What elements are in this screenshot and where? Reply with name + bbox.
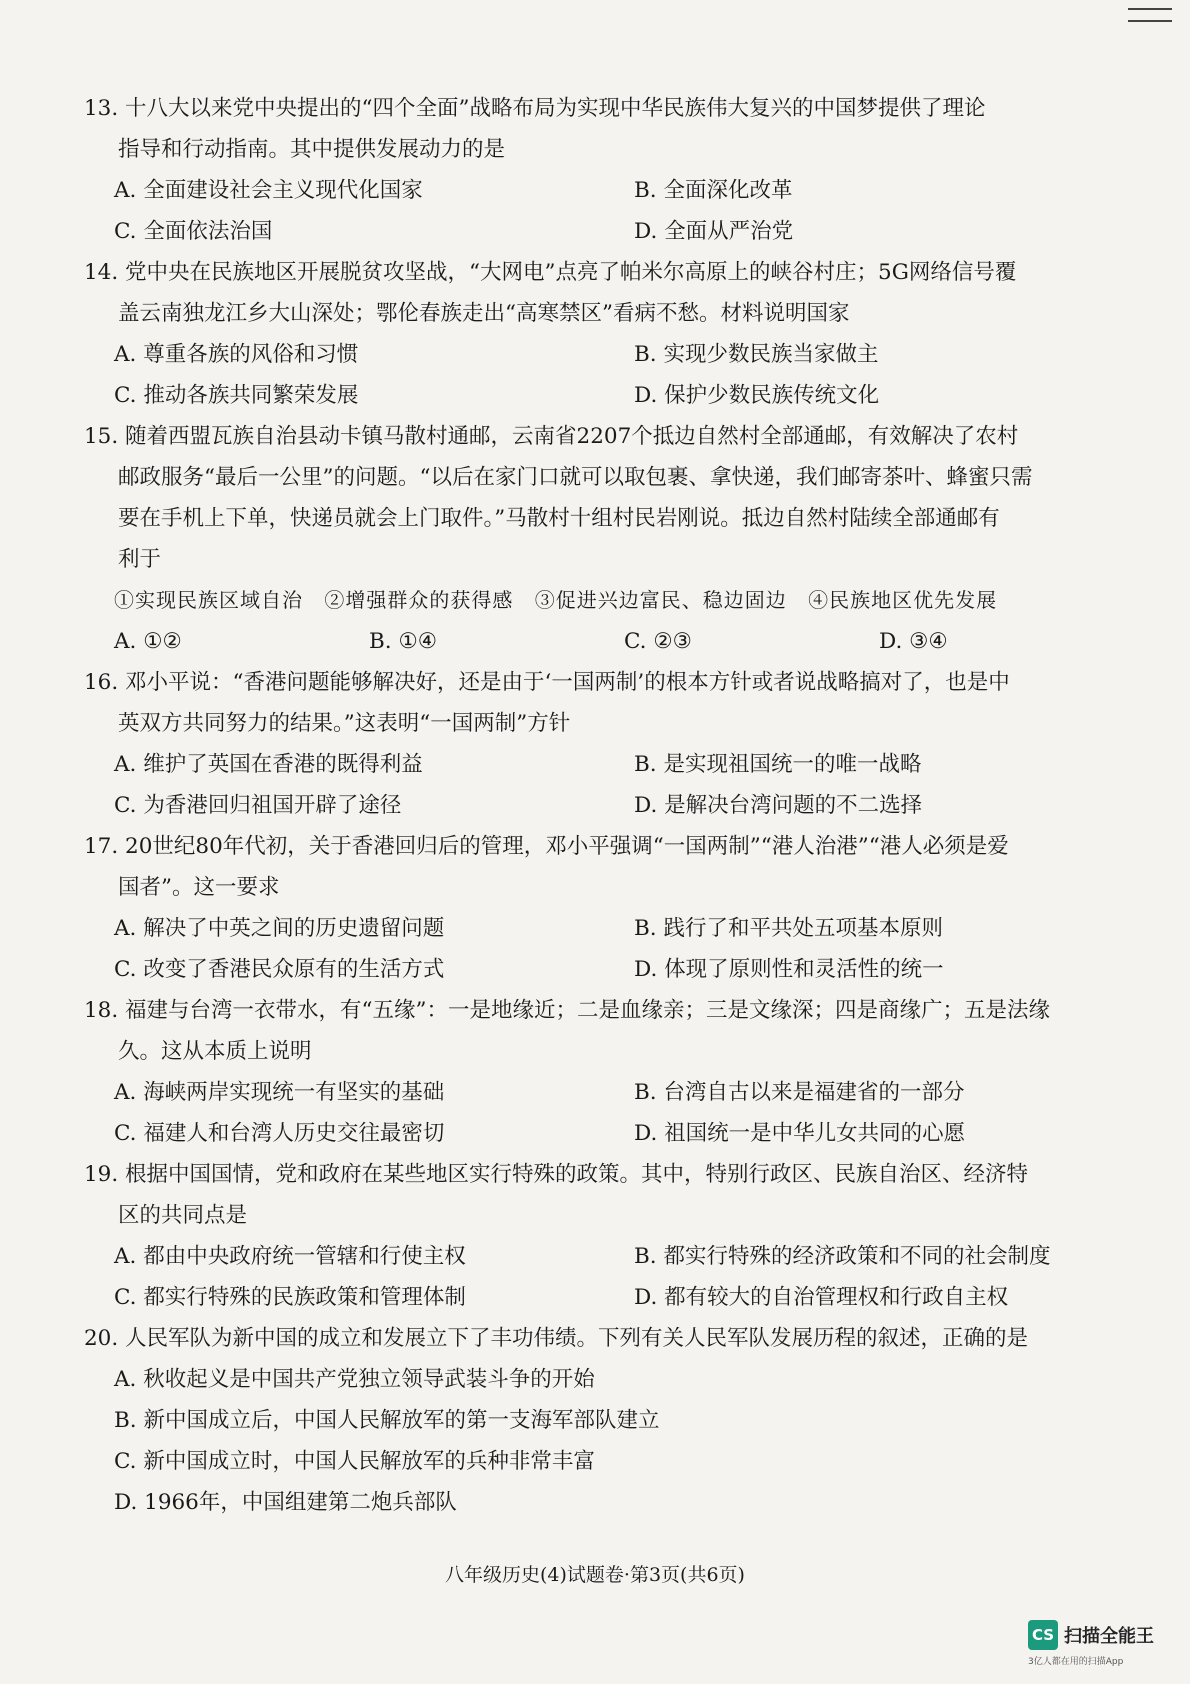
stem-line: 区的共同点是	[118, 1203, 248, 1228]
stem-line: 18. 福建与台湾一衣带水，有“五缘”：一是地缘近；二是血缘亲；三是文缘深；四是商缘广；五是法缘	[84, 998, 1051, 1023]
question-13	[84, 88, 1124, 252]
option-d: D. 都有较大的自治管理权和行政自主权	[634, 1285, 1009, 1310]
question-stem	[84, 990, 1124, 1072]
option-c: C. 推动各族共同繁荣发展	[114, 383, 359, 408]
option-c: C. 为香港回归祖国开辟了途径	[114, 793, 402, 818]
stem-line: 指导和行动指南。其中提供发展动力的是	[118, 137, 506, 162]
options	[84, 744, 1124, 826]
option-b: B. 全面深化改革	[634, 178, 793, 203]
question-19	[84, 1154, 1124, 1318]
option-b: B. 都实行特殊的经济政策和不同的社会制度	[634, 1244, 1051, 1269]
option-b: B. ①④	[369, 629, 438, 654]
options	[84, 170, 1124, 252]
option-a: A. 解决了中英之间的历史遗留问题	[114, 916, 445, 941]
stem-line: 16. 邓小平说：“香港问题能够解决好，还是由于‘一国两制’的根本方针或者说战略搞对了，也是中	[84, 670, 1010, 695]
question-20	[84, 1318, 1124, 1523]
question-stem	[84, 252, 1124, 334]
statement-3: ③促进兴边富民、稳边固边	[534, 588, 787, 612]
option-a: A. 都由中央政府统一管辖和行使主权	[114, 1244, 466, 1269]
option-d: D. 1966年，中国组建第二炮兵部队	[114, 1490, 457, 1515]
question-16	[84, 662, 1124, 826]
option-c: C. ②③	[624, 629, 692, 654]
brand-name: 扫描全能王	[1064, 1626, 1154, 1647]
stem-line: 利于	[118, 547, 162, 572]
option-d: D. 保护少数民族传统文化	[634, 383, 880, 408]
brand-tagline: 3亿人都在用的扫描App	[1028, 1657, 1124, 1667]
option-a: A. 秋收起义是中国共产党独立领导武装斗争的开始	[114, 1367, 595, 1392]
stem-line: 盖云南独龙江乡大山深处；鄂伦春族走出“高寒禁区”看病不愁。材料说明国家	[118, 301, 850, 326]
question-17	[84, 826, 1124, 990]
question-stem	[84, 1154, 1124, 1236]
question-stem	[84, 1318, 1124, 1359]
option-b: B. 是实现祖国统一的唯一战略	[634, 752, 922, 777]
question-stem	[84, 662, 1124, 744]
question-stem	[84, 826, 1124, 908]
question-18	[84, 990, 1124, 1154]
stem-line: 国者”。这一要求	[118, 875, 280, 900]
option-c: C. 改变了香港民众原有的生活方式	[114, 957, 445, 982]
option-c: C. 福建人和台湾人历史交往最密切	[114, 1121, 445, 1146]
stem-line: 19. 根据中国国情，党和政府在某些地区实行特殊的政策。其中，特别行政区、民族自治区、经济特	[84, 1162, 1029, 1187]
option-a: A. 维护了英国在香港的既得利益	[114, 752, 423, 777]
stem-line: 20. 人民军队为新中国的成立和发展立下了丰功伟绩。下列有关人民军队发展历程的叙述，正确的是	[84, 1326, 1029, 1351]
option-d: D. 体现了原则性和灵活性的统一	[634, 957, 944, 982]
option-c: C. 都实行特殊的民族政策和管理体制	[114, 1285, 466, 1310]
options	[84, 908, 1124, 990]
option-b: B. 践行了和平共处五项基本原则	[634, 916, 943, 941]
option-d: D. 全面从严治党	[634, 219, 794, 244]
question-15	[84, 416, 1124, 662]
option-d: D. 是解决台湾问题的不二选择	[634, 793, 923, 818]
stem-line: 17. 20世纪80年代初，关于香港回归后的管理，邓小平强调“一国两制”“港人治港”“港人必须是爱	[84, 834, 1009, 859]
option-a: A. ①②	[114, 629, 182, 654]
menu-icon[interactable]	[1128, 8, 1172, 32]
question-stem	[84, 88, 1124, 170]
option-b: B. 台湾自古以来是福建省的一部分	[634, 1080, 965, 1105]
stem-line: 久。这从本质上说明	[118, 1039, 312, 1064]
option-c: C. 全面依法治国	[114, 219, 273, 244]
option-d: D. ③④	[879, 629, 948, 654]
option-a: A. 海峡两岸实现统一有坚实的基础	[114, 1080, 445, 1105]
exam-page	[84, 88, 1124, 1523]
stem-line: 13. 十八大以来党中央提出的“四个全面”战略布局为实现中华民族伟大复兴的中国梦提供了理论	[84, 96, 986, 121]
scanner-watermark	[1028, 1620, 1178, 1667]
statement-2: ②增强群众的获得感	[324, 588, 514, 612]
options	[84, 621, 1124, 662]
option-a: A. 尊重各族的风俗和习惯	[114, 342, 359, 367]
stem-line: 要在手机上下单，快递员就会上门取件。”马散村十组村民岩刚说。抵边自然村陆续全部通邮有	[118, 506, 1000, 531]
question-stem	[84, 416, 1124, 580]
option-c: C. 新中国成立时，中国人民解放军的兵种非常丰富	[114, 1449, 595, 1474]
statement-1: ①实现民族区域自治	[114, 588, 303, 612]
options	[84, 1359, 1124, 1523]
option-d: D. 祖国统一是中华儿女共同的心愿	[634, 1121, 966, 1146]
option-a: A. 全面建设社会主义现代化国家	[114, 178, 423, 203]
stem-line: 英双方共同努力的结果。”这表明“一国两制”方针	[118, 711, 571, 736]
stem-line: 14. 党中央在民族地区开展脱贫攻坚战，“大网电”点亮了帕米尔高原上的峡谷村庄；5G网络信号覆	[84, 260, 1017, 285]
options	[84, 1072, 1124, 1154]
options	[84, 334, 1124, 416]
question-14	[84, 252, 1124, 416]
option-b: B. 实现少数民族当家做主	[634, 342, 879, 367]
stem-line: 邮政服务“最后一公里”的问题。“以后在家门口就可以取包裹、拿快递，我们邮寄茶叶、蜂蜜只需	[118, 465, 1033, 490]
statement-4: ④民族地区优先发展	[808, 588, 998, 612]
option-b: B. 新中国成立后，中国人民解放军的第一支海军部队建立	[114, 1408, 660, 1433]
statement-list	[84, 580, 1124, 621]
stem-line: 15. 随着西盟瓦族自治县动卡镇马散村通邮，云南省2207个抵边自然村全部通邮，有效解决了农村	[84, 424, 1019, 449]
camscanner-logo-icon: CS	[1028, 1620, 1058, 1650]
page-footer: 八年级历史(4)试题卷·第3页(共6页)	[445, 1564, 745, 1586]
options	[84, 1236, 1124, 1318]
